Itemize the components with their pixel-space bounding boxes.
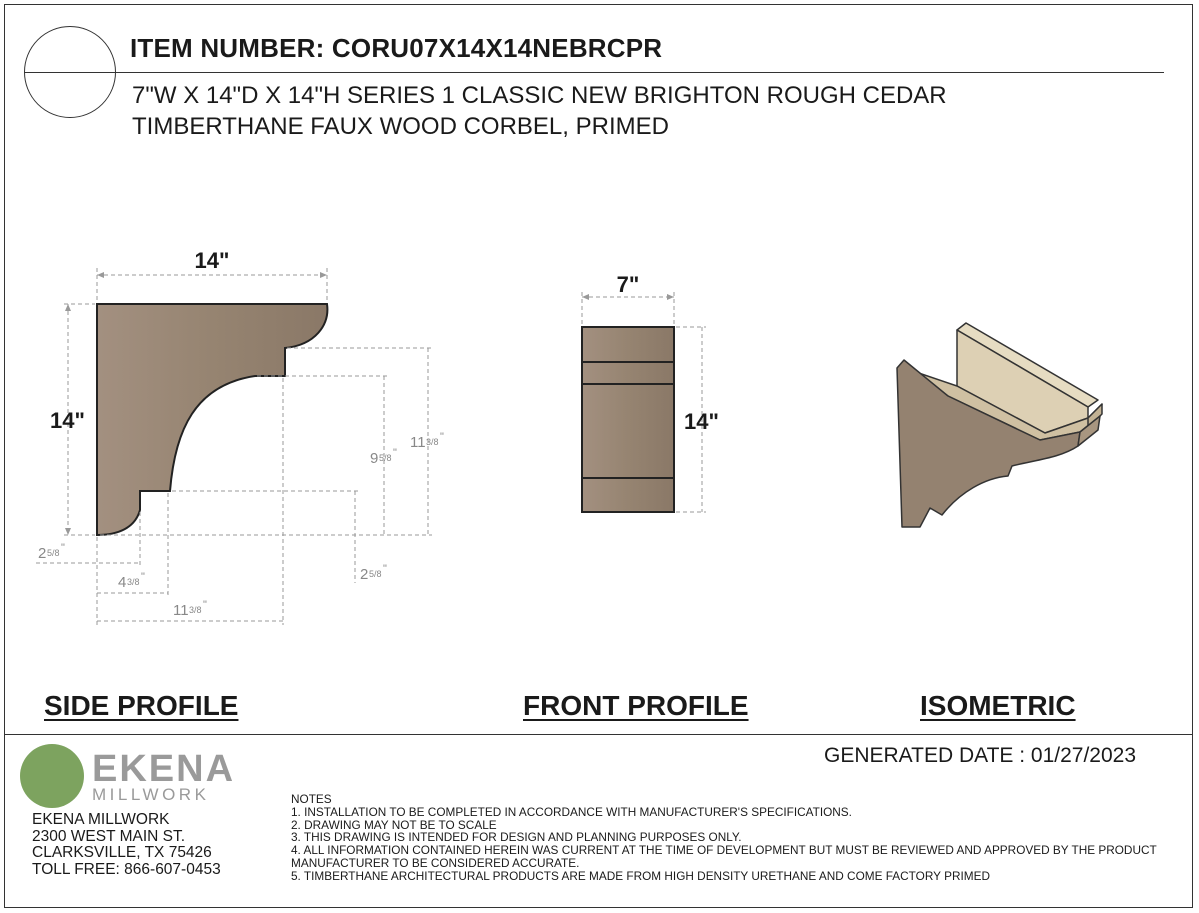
description-line-2: TIMBERTHANE FAUX WOOD CORBEL, PRIMED [132,113,669,140]
brand-logo-icon [20,744,84,808]
company-address [32,812,221,878]
dim-11-3-8-bottom [173,599,207,619]
note-item: 1. INSTALLATION TO BE COMPLETED IN ACCORDANCE WITH MANUFACTURER'S SPECIFICATIONS. [291,804,852,819]
front-profile-shape [582,327,674,512]
dim-2-5-8-l-frac: 5/8 [47,548,60,558]
notes-block [291,793,1181,883]
item-number: ITEM NUMBER: CORU07X14X14NEBRCPR [130,33,663,63]
side-profile-shape [97,304,327,535]
front-profile-label: FRONT PROFILE [523,690,749,721]
note-item: 4. ALL INFORMATION CONTAINED HEREIN WAS CURRENT AT THE TIME OF DEVELOPMENT BUT MUST BE REVIEWED AND APPROVED BY THE PRODUCT MANUFACTURER TO BE CONSIDERED ACCURATE. [291,843,1157,870]
dim-4-3-8-whole: 4 [118,574,127,591]
address-line-4: TOLL FREE: 866-607-0453 [32,860,221,878]
side-profile-label: SIDE PROFILE [44,690,239,721]
brand-name: EKENA [92,748,236,790]
dim-9-5-8-whole: 9 [370,450,379,467]
dim-11-3-8-v-frac: 3/8 [426,437,439,447]
isometric-view [897,323,1102,527]
address-line-1: EKENA MILLWORK [32,811,170,828]
address-line-2: 2300 WEST MAIN ST. [32,827,186,845]
generated-date: GENERATED DATE : 01/27/2023 [824,744,1137,767]
front-width-label: 7" [616,272,640,297]
dim-2-5-8-r-unit: " [383,563,387,575]
note-item: 5. TIMBERTHANE ARCHITECTURAL PRODUCTS ARE MADE FROM HIGH DENSITY URETHANE AND COME FACTORY PRIMED [291,868,990,883]
dim-9-5-8-frac: 5/8 [379,453,392,463]
dim-2-5-8-r-frac: 5/8 [369,569,382,579]
dim-4-3-8-unit: " [141,571,145,583]
side-width-label: 14" [194,248,230,273]
dim-9-5-8-unit: " [393,447,397,459]
dim-11-3-8-b-whole: 11 [173,602,189,619]
dim-11-3-8-vertical [410,431,444,451]
footer-divider [4,734,1193,735]
note-item: 3. THIS DRAWING IS INTENDED FOR DESIGN AND PLANNING PURPOSES ONLY. [291,830,742,845]
dim-11-3-8-v-whole: 11 [410,434,426,451]
description-line-1: 7"W X 14"D X 14"H SERIES 1 CLASSIC NEW BRIGHTON ROUGH CEDAR [132,82,947,109]
dim-2-5-8-right [360,563,387,583]
dim-11-3-8-b-unit: " [203,599,207,611]
dim-2-5-8-left [38,542,65,562]
dim-2-5-8-r-whole: 2 [360,566,369,583]
front-height-label: 14" [684,409,719,434]
isometric-label: ISOMETRIC [920,690,1076,721]
address-line-3: CLARKSVILLE, TX 75426 [32,844,212,861]
dim-11-3-8-b-frac: 3/8 [189,605,202,615]
dim-2-5-8-l-unit: " [61,542,65,554]
dim-11-3-8-v-unit: " [440,431,444,443]
brand-subtitle: MILLWORK [92,785,210,804]
dim-4-3-8-frac: 3/8 [127,577,140,587]
side-height-label: 14" [50,408,85,433]
dim-4-3-8 [118,571,145,591]
dim-2-5-8-l-whole: 2 [38,545,47,562]
notes-title: NOTES [291,792,332,806]
note-item: 2. DRAWING MAY NOT BE TO SCALE [291,817,497,832]
